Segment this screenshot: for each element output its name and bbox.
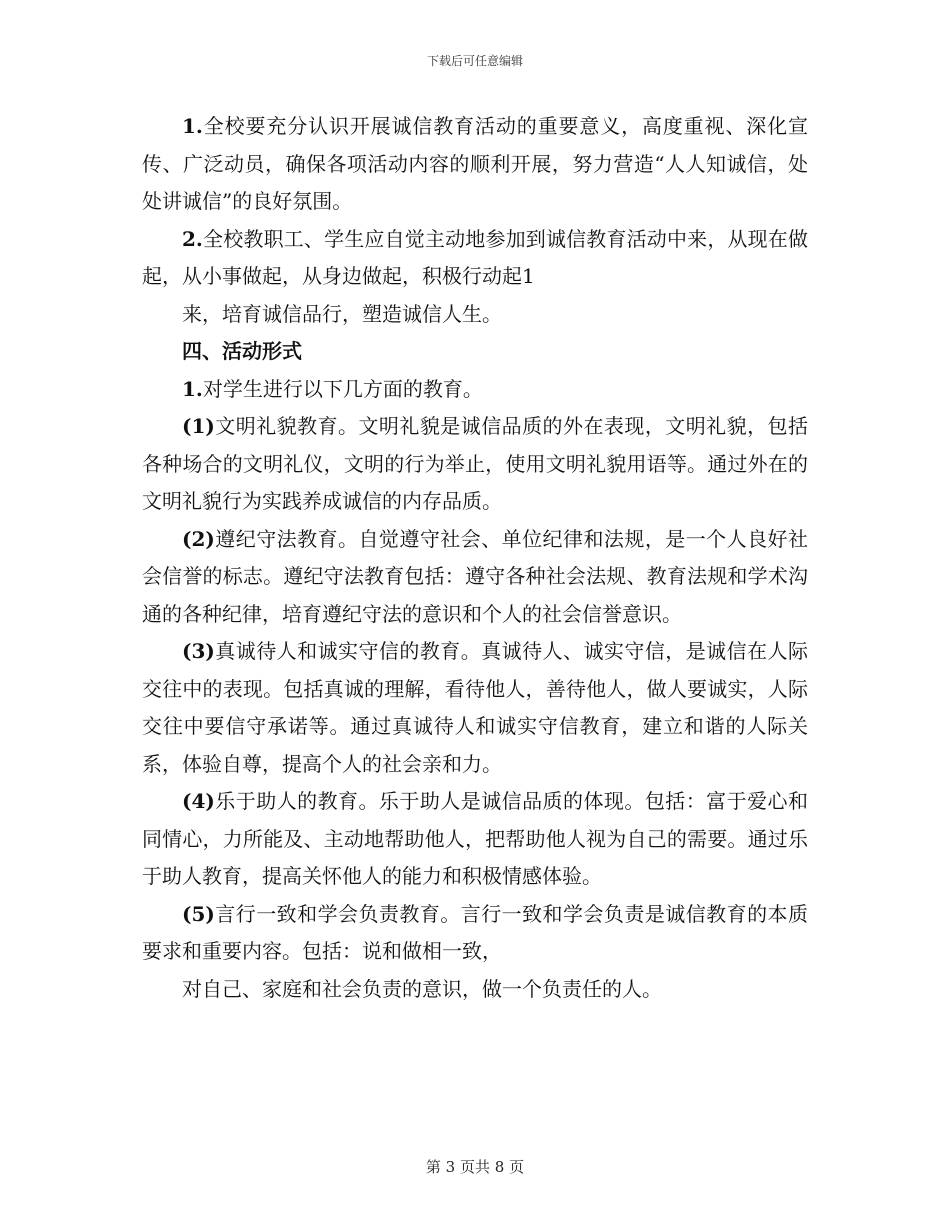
paragraph-text: 来，培育诚信品行，塑造诚信人生。 — [182, 301, 502, 326]
paragraph-text: 言行一致和学会负责教育。言行一致和学会负责是诚信教育的本质要求和重要内容。包括：说和做相一致， — [142, 901, 808, 963]
page-footer: 第 3 页共 8 页 — [425, 1158, 525, 1176]
paragraph-text: 对学生进行以下几方面的教育。 — [202, 376, 483, 401]
item-number: (2) — [182, 526, 215, 551]
paragraph-text: 全校教职工、学生应自觉主动地参加到诚信教育活动中来，从现在做起，从小事做起，从身边做起，积极行动起1 — [142, 226, 808, 288]
paragraph-text: 对自己、家庭和社会负责的意识，做一个负责任的人。 — [182, 976, 662, 1001]
paragraph-10 — [142, 971, 808, 1009]
paragraph-4 — [142, 371, 808, 409]
paragraph-text: 真诚待人和诚实守信的教育。真诚待人、诚实守信，是诚信在人际交往中的表现。包括真诚的理解，看待他人，善待他人，做人要诚实，人际交往中要信守承诺等。通过真诚待人和诚实守信教育，建立和谐的人际关系，体验自尊，提高个人的社会亲和力。 — [142, 639, 808, 776]
item-number: 2. — [182, 226, 203, 251]
item-number: (3) — [182, 639, 215, 663]
paragraph-text: 乐于助人的教育。乐于助人是诚信品质的体现。包括：富于爱心和同情心，力所能及、主动地帮助他人，把帮助他人视为自己的需要。通过乐于助人教育，提高关怀他人的能力和积极情感体验。 — [142, 789, 808, 888]
paragraph-text: 遵纪守法教育。自觉遵守社会、单位纪律和法规，是一个人良好社会信誉的标志。遵纪守法教育包括：遵守各种社会法规、教育法规和学术沟通的各种纪律，培育遵纪守法的意识和个人的社会信誉意识。 — [142, 526, 808, 626]
item-number: 1. — [182, 114, 203, 138]
section-heading — [142, 333, 808, 371]
heading-text: 四、活动形式 — [182, 339, 302, 363]
paragraph-7 — [142, 633, 808, 783]
paragraph-text: 文明礼貌教育。文明礼貌是诚信品质的外在表现，文明礼貌，包括各种场合的文明礼仪，文明的行为举止，使用文明礼貌用语等。通过外在的文明礼貌行为实践养成诚信的内存品质。 — [142, 414, 808, 513]
paragraph-1 — [142, 108, 808, 221]
paragraph-3 — [142, 296, 808, 334]
paragraph-8 — [142, 783, 808, 896]
paragraph-text: 全校要充分认识开展诚信教育活动的重要意义，高度重视、深化宣传、广泛动员，确保各项活动内容的顺利开展，努力营造“人人知诚信，处处讲诚信”的良好氛围。 — [142, 114, 808, 213]
item-number: (4) — [182, 789, 215, 813]
item-number: (5) — [182, 901, 215, 926]
paragraph-6 — [142, 521, 808, 634]
paragraph-9 — [142, 896, 808, 971]
item-number: (1) — [182, 414, 215, 438]
paragraph-2 — [142, 221, 808, 296]
item-number: 1. — [182, 376, 203, 401]
document-body — [142, 108, 808, 1008]
paragraph-5 — [142, 408, 808, 521]
page-header: 下载后可任意编辑 — [426, 54, 523, 68]
